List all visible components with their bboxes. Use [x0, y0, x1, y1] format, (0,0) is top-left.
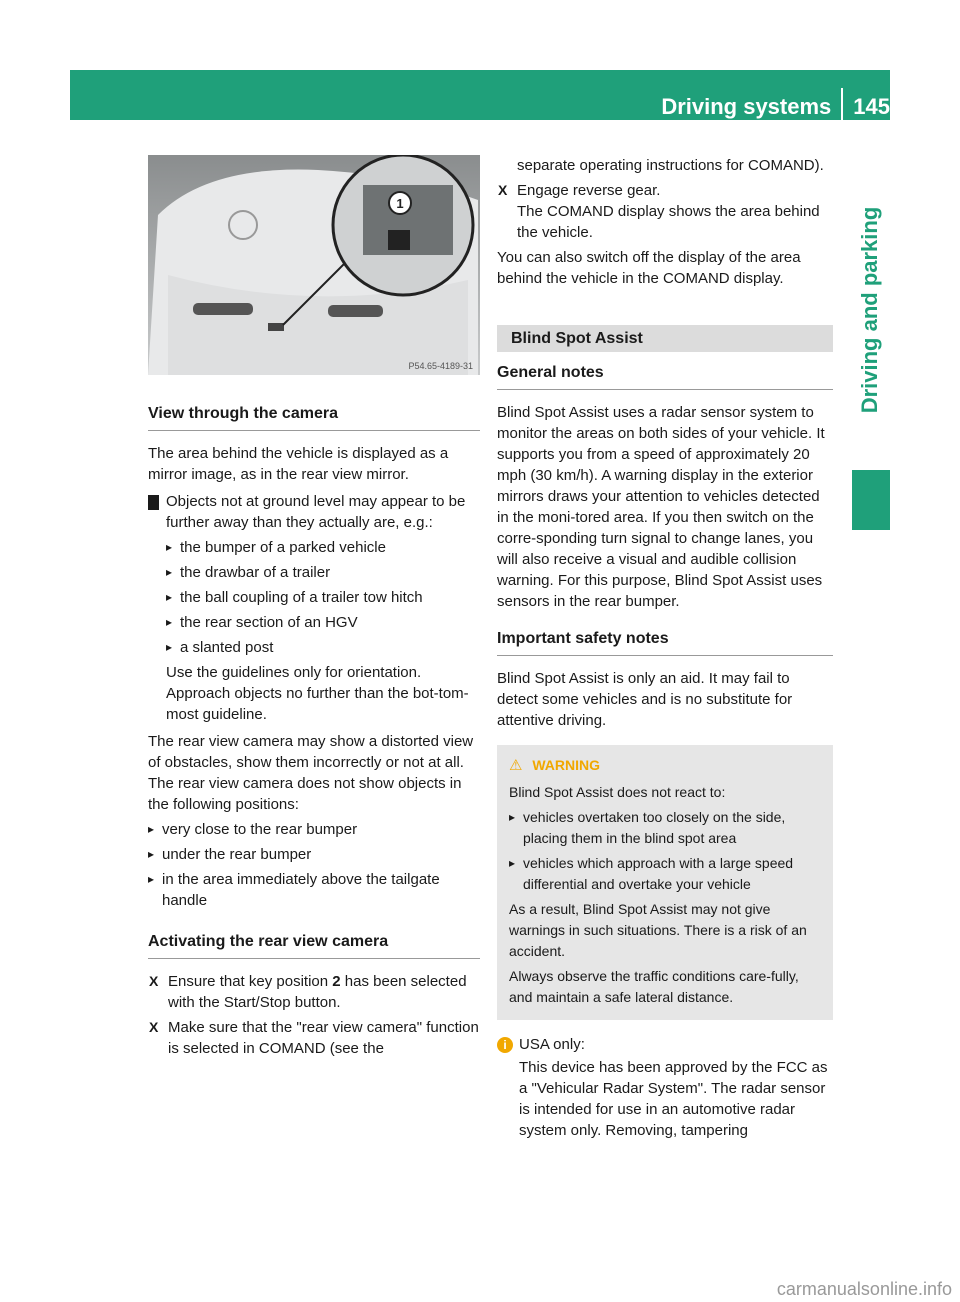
camera-photo: [148, 155, 480, 375]
usa-header: [497, 1034, 833, 1055]
header-title: [661, 88, 890, 120]
header-divider: [841, 88, 843, 122]
note-list: [148, 537, 480, 725]
section-view-title: View through the camera: [148, 403, 480, 431]
list-item: ▸ the bumper of a parked vehicle: [166, 537, 480, 558]
step-key-position: [148, 971, 480, 1013]
usa-label: USA only:: [519, 1036, 585, 1053]
warning-triangle-icon: ⚠: [509, 757, 523, 774]
continued-text: separate operating instructions for COMAND).: [517, 157, 824, 174]
image-label: P54.65-4189-31: [408, 361, 473, 371]
step-text: Ensure that key position: [168, 973, 329, 990]
key-position: 2: [332, 973, 341, 990]
right-column: [497, 155, 833, 1141]
list-item: ▸ vehicles overtaken too closely on the side, placing them in the blind spot area: [509, 807, 821, 849]
usa-text: This device has been approved by the FCC as a "Vehicular Radar System". The radar sensor is intended for use in an automotive radar system only. Removing, tampering: [519, 1059, 828, 1139]
bsa-heading: Blind Spot Assist: [497, 325, 833, 352]
switch-off-text: You can also switch off the display of the area behind the vehicle in the COMAND display.: [497, 249, 801, 287]
warning-header: [509, 755, 821, 776]
note-text: Objects not at ground level may appear to be further away than they actually are, e.g.:: [166, 493, 466, 531]
positions-list: [148, 819, 480, 911]
list-item: ▸ in the area immediately above the tailgate handle: [148, 869, 480, 911]
note-paragraph: [142, 491, 480, 533]
step-comand: X Make sure that the "rear view camera" function is selected in COMAND (see the: [148, 1017, 480, 1059]
list-item: ▸ the drawbar of a trailer: [166, 562, 480, 583]
list-item: ▸ very close to the rear bumper: [148, 819, 480, 840]
page-number: 145: [853, 94, 890, 119]
section-activate-title: Activating the rear view camera: [148, 931, 480, 959]
info-icon: i: [497, 1037, 513, 1053]
watermark: carmanualsonline.info: [776, 1279, 952, 1299]
list-item: ▸ the ball coupling of a trailer tow hitch: [166, 587, 480, 608]
general-notes-title: General notes: [497, 362, 833, 390]
step-result: The COMAND display shows the area behind the vehicle.: [517, 203, 820, 241]
side-tab-label: Driving and parking: [857, 206, 882, 414]
step-text: has been selected with the Start/Stop button.: [168, 973, 467, 1011]
step-reverse-gear: X Engage reverse gear.: [497, 180, 833, 201]
callout-number: 1: [396, 196, 404, 211]
side-tab-marker: [852, 470, 890, 530]
warning-note-icon: !: [148, 495, 159, 510]
list-item: ▸ the rear section of an HGV: [166, 612, 480, 633]
warning-label: WARNING: [532, 757, 601, 773]
warning-result: As a result, Blind Spot Assist may not give warnings in such situations. There is a risk of an accident.: [509, 901, 807, 959]
left-column: [142, 155, 480, 1059]
warning-intro: Blind Spot Assist does not react to:: [509, 784, 726, 800]
warning-box: [497, 745, 833, 1020]
list-item: ▸ under the rear bumper: [148, 844, 480, 865]
side-tab: [850, 150, 890, 470]
distort-text: The rear view camera may show a distorted view of obstacles, show them incorrectly or not at all. The rear view camera does not show objects in the following positions:: [148, 733, 474, 813]
list-item: ▸ vehicles which approach with a large speed differential and overtake your vehicle: [509, 853, 821, 895]
warning-observe: Always observe the traffic conditions care-fully, and maintain a safe lateral distance.: [509, 968, 799, 1005]
safety-text: Blind Spot Assist is only an aid. It may fail to detect some vehicles and is no substitute for attentive driving.: [497, 670, 793, 729]
section-title: Driving systems: [661, 94, 832, 119]
general-text: Blind Spot Assist uses a radar sensor system to monitor the areas on both sides of your vehicle. It supports you from a speed of approximately 20 mph (30 km/h). A warning display in the exterior mirrors draws your attention to vehicles detected in the moni-tored area. If you then switch on the corre-sponding turn signal to change lanes, you will also receive a visual and audible collision warning. For this purpose, Blind Spot Assist uses sensors in the rear bumper.: [497, 404, 825, 610]
usa-note: [497, 1034, 833, 1141]
guideline-text: Use the guidelines only for orientation. Approach objects no further than the bot-tom-most guideline.: [166, 664, 469, 723]
list-item: ▸ a slanted post: [166, 637, 480, 658]
rear-camera-illustration: [148, 155, 480, 375]
safety-title: Important safety notes: [497, 628, 833, 656]
intro-text: The area behind the vehicle is displayed as a mirror image, as in the rear view mirror.: [148, 445, 449, 483]
